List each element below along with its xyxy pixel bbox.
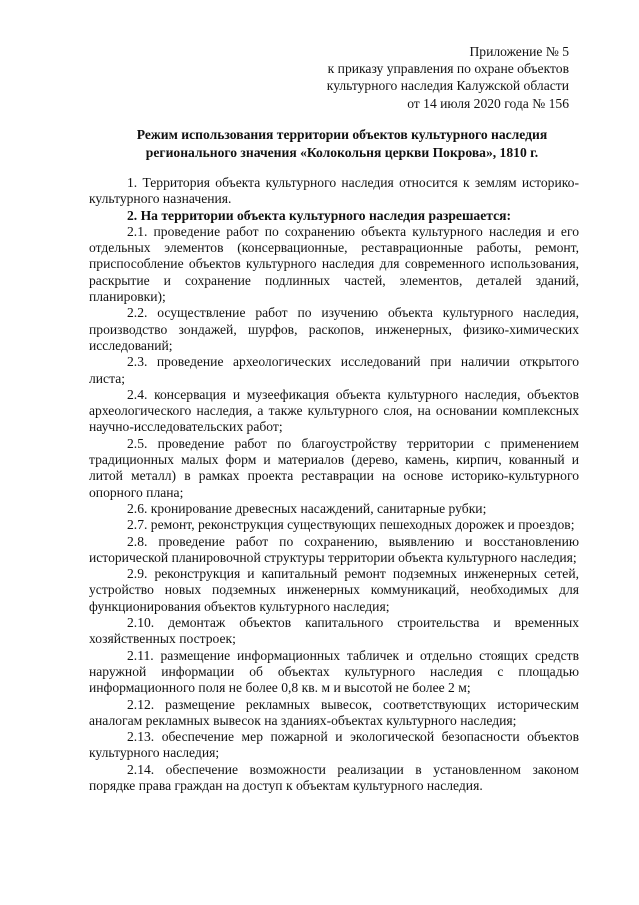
- section-heading-2: 2. На территории объекта культурного наследия разрешается:: [127, 207, 512, 223]
- paragraph-2-10: 2.10. демонтаж объектов капитального строительства и временных хозяйственных построек;: [89, 615, 579, 647]
- annex-authority-line: культурного наследия Калужской области: [326, 78, 569, 94]
- paragraph-2-13: 2.13. обеспечение мер пожарной и экологической безопасности объектов культурного наследия;: [89, 729, 579, 761]
- title-line-1: Режим использования территории объектов культурного наследия: [136, 127, 548, 142]
- annex-order-line: к приказу управления по охране объектов: [327, 61, 569, 77]
- paragraph-2-5: 2.5. проведение работ по благоустройству территории с применением традиционных малых форм и материалов (дерево, камень, кирпич, кованный и литой металл) в рамках проекта реставрации на основе историко-культурного опорного плана;: [89, 435, 579, 500]
- annex-number: Приложение № 5: [469, 44, 569, 59]
- paragraph-2-8: 2.8. проведение работ по сохранению, выявлению и восстановлению исторической планировочной структуры территории объекта культурного наследия;: [89, 533, 579, 565]
- paragraph-1: 1. Территория объекта культурного наследия относится к землям историко-культурного назначения.: [89, 175, 579, 207]
- annex-header: [327, 43, 569, 112]
- paragraph-2-3: 2.3. проведение археологических исследований при наличии открытого листа;: [89, 354, 579, 386]
- document-title: [90, 126, 594, 161]
- paragraph-2-9: 2.9. реконструкция и капитальный ремонт подземных инженерных сетей, устройство новых подземных инженерных коммуникаций, необходимых для функционирования объектов культурного наследия;: [89, 566, 579, 614]
- paragraph-2-7: 2.7. ремонт, реконструкция существующих пешеходных дорожек и проездов;: [127, 517, 575, 533]
- paragraph-2-12: 2.12. размещение рекламных вывесок, соответствующих историческим аналогам рекламных вывесок на зданиях-объектах культурного наследия;: [89, 696, 579, 728]
- annex-date-line: от 14 июля 2020 года № 156: [407, 95, 569, 111]
- paragraph-2-14: 2.14. обеспечение возможности реализации в установленном законом порядке права граждан на доступ к объектам культурного наследия.: [89, 761, 579, 793]
- document-body: [89, 175, 579, 794]
- title-line-2: регионального значения «Колокольня церкви Покрова», 1810 г.: [145, 144, 539, 160]
- paragraph-2-6: 2.6. кронирование древесных насаждений, санитарные рубки;: [127, 500, 487, 516]
- paragraph-2-2: 2.2. осуществление работ по изучению объекта культурного наследия, производство зондажей, шурфов, раскопов, инженерных, физико-химических исследований;: [89, 305, 579, 353]
- paragraph-2-4: 2.4. консервация и музеефикация объекта культурного наследия, объектов археологического наследия, а также культурного слоя, на основании комплексных научно-исследовательских работ;: [89, 386, 579, 435]
- paragraph-2-1: 2.1. проведение работ по сохранению объекта культурного наследия и его отдельных элементов (консервационные, реставрационные работы, ремонт, приспособление объектов культурного наследия для современного использования, раскрытие и сохранение подлинных частей, элементов, деталей зданий, планировки);: [89, 223, 579, 305]
- paragraph-2-11: 2.11. размещение информационных табличек и отдельно стоящих средств наружной информации об объектах культурного наследия с площадью информационного поля не более 0,8 кв. м и высотой не более 2 м;: [89, 647, 579, 696]
